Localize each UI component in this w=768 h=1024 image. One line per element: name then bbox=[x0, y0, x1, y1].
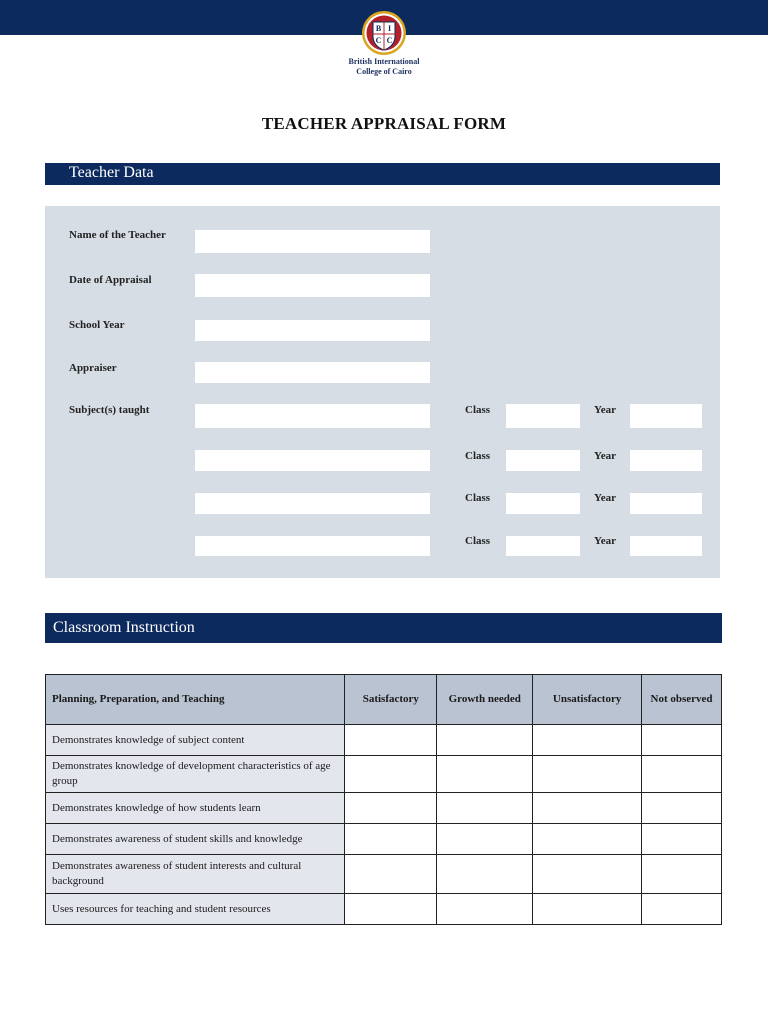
table-row bbox=[46, 725, 722, 756]
label-teacher-name: Name of the Teacher bbox=[69, 229, 166, 241]
year-field-1[interactable] bbox=[630, 404, 702, 428]
appraiser-field[interactable] bbox=[195, 362, 430, 383]
criterion-label: Uses resources for teaching and student resources bbox=[46, 894, 345, 925]
label-year-2: Year bbox=[594, 450, 616, 462]
rating-cell-unsatisfactory[interactable] bbox=[533, 855, 642, 894]
rating-cell-satisfactory[interactable] bbox=[345, 793, 437, 824]
label-school-year: School Year bbox=[69, 319, 125, 331]
rating-cell-growth-needed[interactable] bbox=[437, 725, 533, 756]
column-header-growth-needed: Growth needed bbox=[437, 675, 533, 725]
criterion-label: Demonstrates awareness of student skills and knowledge bbox=[46, 824, 345, 855]
school-crest-logo bbox=[361, 10, 407, 56]
label-subjects-taught: Subject(s) taught bbox=[69, 404, 150, 416]
school-name-line-1: British International bbox=[348, 57, 420, 66]
rating-cell-satisfactory[interactable] bbox=[345, 725, 437, 756]
rating-cell-satisfactory[interactable] bbox=[345, 855, 437, 894]
teacher-name-field[interactable] bbox=[195, 230, 430, 253]
crest-letter-3: C bbox=[375, 36, 382, 45]
subject-field-4[interactable] bbox=[195, 536, 430, 556]
rating-cell-not-observed[interactable] bbox=[642, 756, 722, 793]
school-year-field[interactable] bbox=[195, 320, 430, 341]
classroom-instruction-table bbox=[45, 674, 722, 925]
table-row bbox=[46, 756, 722, 793]
rating-cell-not-observed[interactable] bbox=[642, 894, 722, 925]
section-heading-classroom-instruction: Classroom Instruction bbox=[45, 613, 722, 643]
criterion-label: Demonstrates knowledge of how students learn bbox=[46, 793, 345, 824]
year-field-4[interactable] bbox=[630, 536, 702, 556]
label-year-3: Year bbox=[594, 492, 616, 504]
label-class-1: Class bbox=[465, 404, 491, 416]
class-field-1[interactable] bbox=[506, 404, 580, 428]
rating-cell-growth-needed[interactable] bbox=[437, 824, 533, 855]
label-date-of-appraisal: Date of Appraisal bbox=[69, 274, 152, 286]
rating-cell-not-observed[interactable] bbox=[642, 725, 722, 756]
criterion-label: Demonstrates knowledge of subject content bbox=[46, 725, 345, 756]
crest-letter-1: B bbox=[375, 24, 382, 33]
subject-field-2[interactable] bbox=[195, 450, 430, 471]
class-field-2[interactable] bbox=[506, 450, 580, 471]
class-field-4[interactable] bbox=[506, 536, 580, 556]
label-class-2: Class bbox=[465, 450, 491, 462]
rating-cell-growth-needed[interactable] bbox=[437, 756, 533, 793]
table-row bbox=[46, 855, 722, 894]
rating-cell-unsatisfactory[interactable] bbox=[533, 824, 642, 855]
criterion-label: Demonstrates knowledge of development characteristics of age group bbox=[46, 756, 345, 793]
label-appraiser: Appraiser bbox=[69, 362, 117, 374]
column-header-category: Planning, Preparation, and Teaching bbox=[46, 675, 345, 725]
rating-cell-unsatisfactory[interactable] bbox=[533, 894, 642, 925]
year-field-2[interactable] bbox=[630, 450, 702, 471]
rating-cell-growth-needed[interactable] bbox=[437, 894, 533, 925]
rating-cell-growth-needed[interactable] bbox=[437, 855, 533, 894]
column-header-not-observed: Not observed bbox=[642, 675, 722, 725]
crest-letter-2: I bbox=[387, 24, 392, 33]
label-class-4: Class bbox=[465, 535, 491, 547]
column-header-unsatisfactory: Unsatisfactory bbox=[533, 675, 642, 725]
table-row bbox=[46, 894, 722, 925]
column-header-satisfactory: Satisfactory bbox=[345, 675, 437, 725]
label-year-1: Year bbox=[594, 404, 616, 416]
table-header-row bbox=[46, 675, 722, 725]
table-row bbox=[46, 824, 722, 855]
year-field-3[interactable] bbox=[630, 493, 702, 514]
rating-cell-not-observed[interactable] bbox=[642, 824, 722, 855]
rating-cell-satisfactory[interactable] bbox=[345, 824, 437, 855]
rating-cell-unsatisfactory[interactable] bbox=[533, 756, 642, 793]
rating-cell-growth-needed[interactable] bbox=[437, 793, 533, 824]
rating-cell-unsatisfactory[interactable] bbox=[533, 725, 642, 756]
section-heading-teacher-data: Teacher Data bbox=[45, 163, 720, 185]
rating-cell-unsatisfactory[interactable] bbox=[533, 793, 642, 824]
class-field-3[interactable] bbox=[506, 493, 580, 514]
rating-cell-satisfactory[interactable] bbox=[345, 756, 437, 793]
school-name bbox=[334, 57, 434, 77]
rating-cell-not-observed[interactable] bbox=[642, 855, 722, 894]
rating-cell-not-observed[interactable] bbox=[642, 793, 722, 824]
teacher-data-panel bbox=[45, 206, 720, 578]
subject-field-3[interactable] bbox=[195, 493, 430, 514]
label-year-4: Year bbox=[594, 535, 616, 547]
table-row bbox=[46, 793, 722, 824]
date-of-appraisal-field[interactable] bbox=[195, 274, 430, 297]
school-name-line-2: College of Cairo bbox=[356, 67, 412, 76]
label-class-3: Class bbox=[465, 492, 491, 504]
form-title: TEACHER APPRAISAL FORM bbox=[261, 114, 507, 133]
rating-cell-satisfactory[interactable] bbox=[345, 894, 437, 925]
subject-field-1[interactable] bbox=[195, 404, 430, 428]
criterion-label: Demonstrates awareness of student interests and cultural background bbox=[46, 855, 345, 894]
crest-letter-4: C bbox=[386, 36, 393, 45]
